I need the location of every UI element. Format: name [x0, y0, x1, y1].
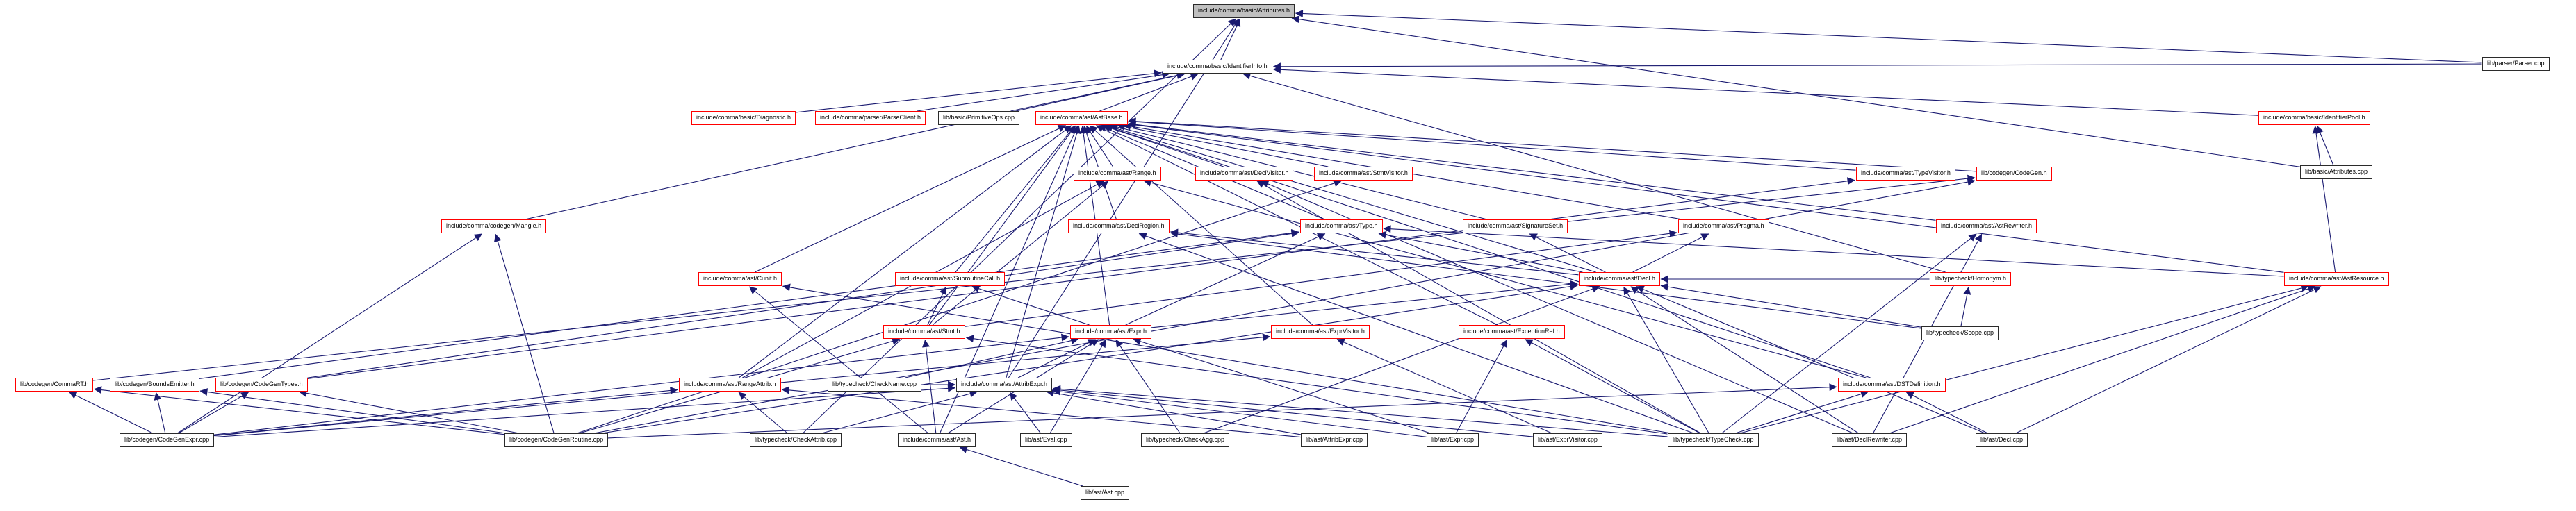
dependency-edge-astresource_h-to-type_h [1384, 228, 2284, 276]
dependency-edge-typecheck_cpp-to-cunit_h [783, 286, 1671, 433]
dependency-edge-cunit_h-to-astbase_h [755, 126, 1065, 272]
graph-node-typecheck_cpp[interactable]: lib/typecheck/TypeCheck.cpp [1668, 433, 1759, 447]
graph-node-checkattrib_cpp[interactable]: lib/typecheck/CheckAttrib.cpp [750, 433, 842, 447]
graph-node-scope_cpp[interactable]: lib/typecheck/Scope.cpp [1921, 326, 1999, 340]
dependency-edge-codegenexpr_cpp-to-codegentypes_h [179, 392, 249, 433]
graph-node-exceptionref_h[interactable]: include/comma/ast/ExceptionRef.h [1459, 325, 1565, 339]
graph-node-attributes_cpp[interactable]: lib/basic/Attributes.cpp [2300, 165, 2372, 179]
graph-node-range_h[interactable]: include/comma/ast/Range.h [1074, 167, 1161, 181]
graph-node-subroutinecall_h[interactable]: include/comma/ast/SubroutineCall.h [895, 272, 1005, 286]
graph-node-declrewriter_cpp[interactable]: lib/ast/DeclRewriter.cpp [1832, 433, 1907, 447]
dependency-edge-typecheck_cpp-to-declregion_h [1139, 234, 1693, 434]
dependency-edge-checkattrib_cpp-to-rangeattrib_h [739, 392, 787, 433]
dependency-edge-ast_h-to-cunit_h [749, 287, 928, 433]
graph-node-identifierpool_h[interactable]: include/comma/basic/IdentifierPool.h [2258, 111, 2370, 125]
dependency-edge-decl_cpp-to-dstdefinition_h [1906, 392, 1987, 433]
graph-node-primitiveops_cpp[interactable]: lib/basic/PrimitiveOps.cpp [938, 111, 1019, 125]
dependency-edge-codegenroutine_cpp-to-boundsemitter_h [200, 391, 506, 433]
dependency-edge-codegenexpr_cpp-to-attribexpr_h [214, 388, 955, 437]
dependency-edge-decl_cpp-to-decl_h [1636, 287, 1985, 433]
dependency-edge-typecheck_cpp-to-decl_h [1624, 287, 1709, 433]
graph-node-stmt_h[interactable]: include/comma/ast/Stmt.h [883, 325, 965, 339]
dependency-edge-typevisitor_h-to-astbase_h [1129, 122, 1856, 171]
dependency-edge-attributes_cpp-to-attributes_h [1292, 18, 2300, 167]
dependency-edge-checkagg_cpp-to-expr_h [1116, 340, 1180, 433]
graph-node-expr_h[interactable]: include/comma/ast/Expr.h [1070, 325, 1151, 339]
dependency-edge-decl_cpp-to-astresource_h [2016, 287, 2321, 433]
graph-node-codegenexpr_cpp[interactable]: lib/codegen/CodeGenExpr.cpp [120, 433, 214, 447]
graph-node-boundsemitter_h[interactable]: lib/codegen/BoundsEmitter.h [110, 378, 199, 392]
dependency-edge-checkname_cpp-to-expr_h [905, 339, 1078, 378]
graph-node-rangeattrib_h[interactable]: include/comma/ast/RangeAttrib.h [679, 378, 781, 392]
graph-node-astrewriter_h[interactable]: include/comma/ast/AstRewriter.h [1936, 219, 2037, 233]
graph-node-typevisitor_h[interactable]: include/comma/ast/TypeVisitor.h [1856, 167, 1955, 181]
dependency-edge-codegenroutine_cpp-to-codegentypes_h [300, 392, 520, 433]
dependency-edge-typecheck_cpp-to-exceptionref_h [1525, 340, 1700, 433]
graph-node-type_h[interactable]: include/comma/ast/Type.h [1300, 219, 1383, 233]
graph-node-exprvisitor_h[interactable]: include/comma/ast/ExprVisitor.h [1271, 325, 1370, 339]
graph-node-decl_h[interactable]: include/comma/ast/Decl.h [1579, 272, 1660, 286]
graph-node-parser_cpp[interactable]: lib/parser/Parser.cpp [2482, 57, 2550, 71]
dependency-edge-ast_h-to-stmt_h [925, 340, 936, 434]
dependency-edge-parser_cpp-to-identifierinfo_h [1274, 64, 2482, 67]
graph-node-ast_h[interactable]: include/comma/ast/Ast.h [898, 433, 976, 447]
dependency-edge-codegenexpr_cpp-to-commart_h [69, 392, 153, 433]
dependency-edge-identifierpool_h-to-identifierinfo_h [1274, 69, 2258, 115]
dependency-edge-codegenexpr_cpp-to-expr_h [214, 337, 1069, 435]
graph-node-exprvisitor_cpp[interactable]: lib/ast/ExprVisitor.cpp [1533, 433, 1602, 447]
dependency-edge-parseclient_h-to-identifierinfo_h [917, 74, 1170, 111]
dependency-edge-scope_cpp-to-decl_h [1661, 286, 1921, 328]
graph-node-checkagg_cpp[interactable]: lib/typecheck/CheckAgg.cpp [1141, 433, 1229, 447]
dependency-edge-typecheck_cpp-to-attribexpr_h [1053, 389, 1668, 437]
dependency-edge-scope_cpp-to-homonym_h [1961, 287, 1969, 327]
dependency-edge-diagnostic_h-to-identifierinfo_h [796, 73, 1162, 112]
dependency-edge-parser_cpp-to-attributes_h [1296, 13, 2482, 62]
dependency-edge-signatureset_h-to-astbase_h [1110, 125, 1488, 219]
dependency-edge-declrewriter_cpp-to-astresource_h [1889, 287, 2315, 434]
graph-node-astresource_h[interactable]: include/comma/ast/AstResource.h [2284, 272, 2389, 286]
graph-node-ast_cpp[interactable]: lib/ast/Ast.cpp [1081, 486, 1129, 500]
dependency-edge-expr_h-to-decl_h [1151, 283, 1578, 328]
graph-node-homonym_h[interactable]: lib/typecheck/Homonym.h [1930, 272, 2011, 286]
dependency-edge-codegen_h-to-astbase_h [1129, 121, 1976, 171]
graph-node-attributes_h[interactable]: include/comma/basic/Attributes.h [1193, 4, 1295, 18]
graph-node-signatureset_h[interactable]: include/comma/ast/SignatureSet.h [1463, 219, 1568, 233]
dependency-edge-codegenexpr_cpp-to-boundsemitter_h [156, 393, 165, 434]
graph-node-declregion_h[interactable]: include/comma/ast/DeclRegion.h [1068, 219, 1170, 233]
graph-node-codegenroutine_cpp[interactable]: lib/codegen/CodeGenRoutine.cpp [504, 433, 608, 447]
graph-node-checkname_cpp[interactable]: lib/typecheck/CheckName.cpp [828, 378, 921, 392]
dependency-edge-codegenroutine_cpp-to-stmtvisitor_h [577, 181, 1341, 434]
graph-node-decl_cpp[interactable]: lib/ast/Decl.cpp [1976, 433, 2028, 447]
graph-node-mangle_h[interactable]: include/comma/codegen/Mangle.h [441, 219, 546, 233]
graph-node-parseclient_h[interactable]: include/comma/parser/ParseClient.h [815, 111, 926, 125]
graph-node-cunit_h[interactable]: include/comma/ast/Cunit.h [698, 272, 782, 286]
dependency-edge-ast_cpp-to-ast_h [960, 447, 1083, 486]
graph-node-commart_h[interactable]: lib/codegen/CommaRT.h [15, 378, 93, 392]
dependency-edge-subroutinecall_h-to-astbase_h [955, 126, 1075, 272]
graph-node-expr_cpp[interactable]: lib/ast/Expr.cpp [1427, 433, 1479, 447]
dependency-edge-astresource_h-to-identifierpool_h [2315, 126, 2336, 273]
dependency-edge-codegenroutine_cpp-to-mangle_h [495, 234, 554, 433]
dependency-edge-checkattrib_cpp-to-attribexpr_h [822, 392, 978, 433]
dependency-edge-mangle_h-to-identifierinfo_h [525, 74, 1185, 219]
dependency-edge-exprvisitor_cpp-to-attribexpr_h [1053, 389, 1534, 437]
dependency-edge-checkattrib_cpp-to-attributes_h [803, 19, 1236, 433]
graph-node-codegentypes_h[interactable]: lib/codegen/CodeGenTypes.h [215, 378, 308, 392]
dependency-edge-attribexpr_cpp-to-rangeattrib_h [782, 389, 1301, 437]
graph-node-declvisitor_h[interactable]: include/comma/ast/DeclVisitor.h [1195, 167, 1293, 181]
graph-node-stmtvisitor_h[interactable]: include/comma/ast/StmtVisitor.h [1314, 167, 1413, 181]
dependency-edge-stmt_h-to-range_h [933, 181, 1108, 325]
graph-node-identifierinfo_h[interactable]: include/comma/basic/IdentifierInfo.h [1163, 60, 1272, 74]
graph-node-eval_cpp[interactable]: lib/ast/Eval.cpp [1020, 433, 1072, 447]
graph-node-codegen_h[interactable]: lib/codegen/CodeGen.h [1976, 167, 2052, 181]
dependency-edge-codegenexpr_cpp-to-rangeattrib_h [214, 389, 678, 435]
dependency-edge-boundsemitter_h-to-type_h [199, 232, 1299, 378]
graph-node-pragma_h[interactable]: include/comma/ast/Pragma.h [1678, 219, 1769, 233]
dependency-edge-expr_cpp-to-exceptionref_h [1456, 340, 1507, 433]
graph-node-diagnostic_h[interactable]: include/comma/basic/Diagnostic.h [691, 111, 796, 125]
dependency-edge-codegenroutine_cpp-to-decl_h [602, 285, 1577, 433]
graph-node-astbase_h[interactable]: include/comma/ast/AstBase.h [1035, 111, 1128, 125]
graph-node-attribexpr_cpp[interactable]: lib/ast/AttribExpr.cpp [1301, 433, 1368, 447]
graph-node-attribexpr_h[interactable]: include/comma/ast/AttribExpr.h [956, 378, 1052, 392]
dependency-edge-codegenroutine_cpp-to-codegen_h [594, 181, 1975, 433]
dependency-edge-identifierinfo_h-to-attributes_h [1221, 19, 1240, 60]
dependency-edge-codegentypes_h-to-type_h [308, 233, 1299, 378]
dependency-edge-typecheck_cpp-to-astresource_h [1740, 286, 2308, 433]
dependency-edge-decl_h-to-pragma_h [1633, 234, 1709, 272]
graph-node-dstdefinition_h[interactable]: include/comma/ast/DSTDefinition.h [1838, 378, 1946, 392]
